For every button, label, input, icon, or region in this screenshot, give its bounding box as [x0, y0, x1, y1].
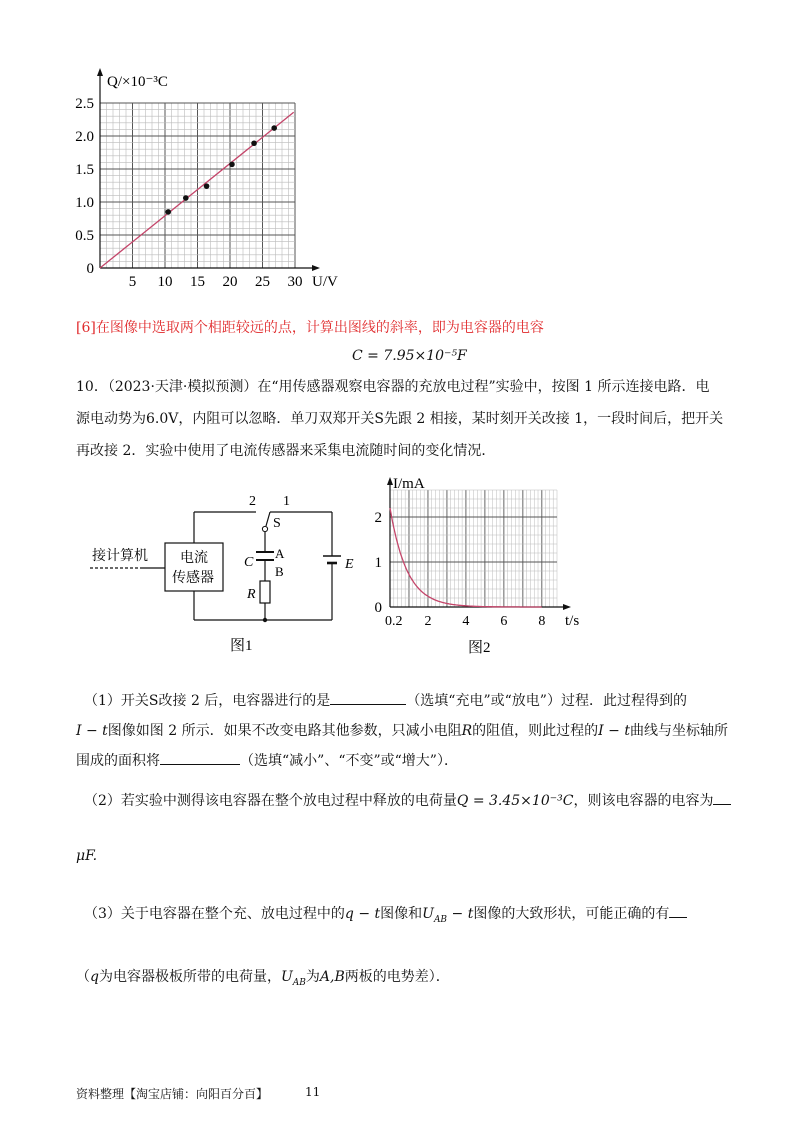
part3-line-2 — [76, 966, 450, 994]
part1-text-a: （1）开关S改接 2 后，电容器进行的是 — [84, 693, 331, 709]
x-tick-label: 15 — [190, 274, 205, 290]
part1-r: R — [461, 723, 473, 739]
part1-text-e: 曲线与坐标轴所 — [629, 723, 728, 739]
part1-blank-1 — [330, 690, 406, 705]
q-u-chart-xlabel: U/V — [312, 274, 338, 290]
part3-ab: A,B — [319, 969, 345, 985]
y-tick-label: 1 — [374, 555, 382, 571]
q10-line-1: 10．（2023·天津·模拟预测）在“用传感器观察电容器的充放电过程”实验中，按图 1 所示连接电路．电 — [76, 379, 710, 395]
part1-blank-2 — [160, 750, 240, 765]
y-tick-label: 0 — [86, 261, 94, 277]
part1-text-d: 的阻值，则此过程的 — [472, 723, 599, 739]
part2-unit — [76, 845, 97, 867]
part3-ab-sub: AB — [433, 914, 448, 925]
i-t-chart-xlabel: t/s — [565, 613, 580, 629]
circuit-label-1: 1 — [283, 494, 290, 509]
switch-pivot — [262, 526, 267, 531]
x-tick-label: 5 — [128, 274, 137, 290]
part3-text-b: 图像和 — [380, 906, 423, 922]
y-tick-label: 2.5 — [75, 96, 94, 112]
x-tick-label: 25 — [255, 274, 270, 290]
figure-1-caption: 图1 — [230, 638, 253, 654]
i-t-chart-ylabel: I/mA — [393, 476, 425, 492]
circuit-label-sensor-1: 电流 — [180, 551, 208, 566]
circuit-label-r: R — [247, 587, 256, 602]
circuit-label-2: 2 — [249, 494, 256, 509]
data-point — [271, 125, 277, 131]
part3-u: U — [422, 906, 434, 922]
x-tick-label: 8 — [538, 614, 546, 629]
part3-qt: q − t — [344, 906, 381, 922]
part3-u2: U — [280, 969, 293, 985]
y-tick-label: 0.5 — [75, 228, 94, 244]
y-tick-label: 2 — [374, 510, 382, 526]
circuit-label-s: S — [273, 516, 281, 531]
i-t-chart-axes — [387, 477, 571, 610]
circuit-label-b: B — [275, 564, 284, 579]
part2-text-a: （2）若实验中测得该电容器在整个放电过程中释放的电荷量 — [84, 793, 457, 809]
data-point — [183, 195, 189, 201]
part1-line-1 — [84, 690, 687, 712]
page-number: 11 — [305, 1085, 321, 1099]
part3-q: q — [90, 969, 99, 985]
part1-text-b: （选填“充电”或“放电”）过程．此过程得到的 — [406, 693, 687, 709]
part3-text-f: 为 — [305, 969, 320, 985]
y-tick-label: 1.5 — [75, 162, 94, 178]
q-u-chart-ylabel: Q/×10⁻³C — [107, 74, 168, 90]
circuit-diagram — [80, 488, 370, 663]
part3-blank — [669, 903, 687, 918]
part3-text-a: （3）关于电容器在整个充、放电过程中的 — [84, 906, 345, 922]
part2-text-b: ，则该电容器的电容为 — [573, 793, 714, 809]
part3-ab-sub-2: AB — [292, 977, 306, 988]
x-tick-label: 0.2 — [385, 614, 403, 629]
q10-line-3: 再改接 2．实验中使用了电流传感器来采集电流随时间的变化情况． — [76, 443, 496, 459]
part3-line-1 — [84, 903, 687, 931]
y-tick-label: 1.0 — [75, 195, 94, 211]
part1-it-2: I − t — [598, 723, 630, 739]
data-point — [251, 140, 257, 146]
part1-it-1: I − t — [76, 723, 108, 739]
data-point — [204, 183, 210, 189]
part2-blank — [713, 790, 731, 805]
part1-line-3 — [76, 750, 458, 772]
circuit-label-e: E — [345, 557, 354, 572]
x-tick-label: 2 — [424, 614, 432, 629]
part2-unit-text: μF. — [76, 848, 98, 864]
part3-text-e: 为电容器极板所带的电荷量， — [98, 969, 281, 985]
part3-text-d: （ — [76, 969, 90, 985]
circuit-label-c: C — [244, 555, 254, 570]
circuit-label-computer: 接计算机 — [92, 549, 148, 564]
q-u-chart-grid — [100, 103, 295, 268]
part3-text-g: 两板的电势差）． — [344, 969, 450, 985]
x-tick-label: 20 — [222, 274, 238, 290]
footer-source: 资料整理【淘宝店铺：向阳百分百】 — [76, 1087, 269, 1101]
q10-line-2: 源电动势为6.0V，内阻可以忽略．单刀双郑开关S先跟 2 相接，某时刻开关改接 1，一段时间后，把开关 — [76, 411, 724, 427]
part1-line-2 — [76, 720, 728, 742]
data-point — [165, 209, 171, 215]
x-tick-label: 30 — [287, 274, 303, 290]
capacitance-formula: C = 7.95×10⁻⁵F — [352, 348, 467, 364]
part1-text-g: （选填“减小”、“不变”或“增大”）． — [240, 753, 458, 769]
x-tick-label: 4 — [462, 614, 470, 629]
part2-line-1 — [84, 790, 731, 812]
part2-q-value: Q = 3.45×10⁻³C — [456, 793, 574, 809]
answer-6-text: [6]在图像中选取两个相距较远的点，计算出图线的斜率，即为电容器的电容 — [76, 320, 544, 336]
i-t-chart — [360, 465, 600, 665]
i-t-chart-ticks — [375, 510, 546, 629]
circuit-label-a: A — [275, 546, 285, 561]
part1-text-f: 围成的面积将 — [76, 753, 160, 769]
q-u-chart — [60, 60, 360, 295]
data-point — [229, 162, 235, 168]
i-t-chart-grid — [390, 490, 557, 607]
part3-text-c: 图像的大致形状，可能正确的有 — [473, 906, 670, 922]
figure-2-caption: 图2 — [468, 640, 491, 656]
junction-dot — [263, 618, 267, 622]
part3-t: − t — [447, 906, 474, 922]
x-tick-label: 10 — [157, 274, 173, 290]
circuit-label-sensor-2: 传感器 — [172, 571, 214, 586]
x-tick-label: 6 — [500, 614, 508, 629]
y-tick-label: 0 — [374, 600, 382, 616]
part1-text-c: 图像如图 2 所示．如果不改变电路其他参数，只减小电阻 — [107, 723, 462, 739]
y-tick-label: 2.0 — [75, 129, 94, 145]
